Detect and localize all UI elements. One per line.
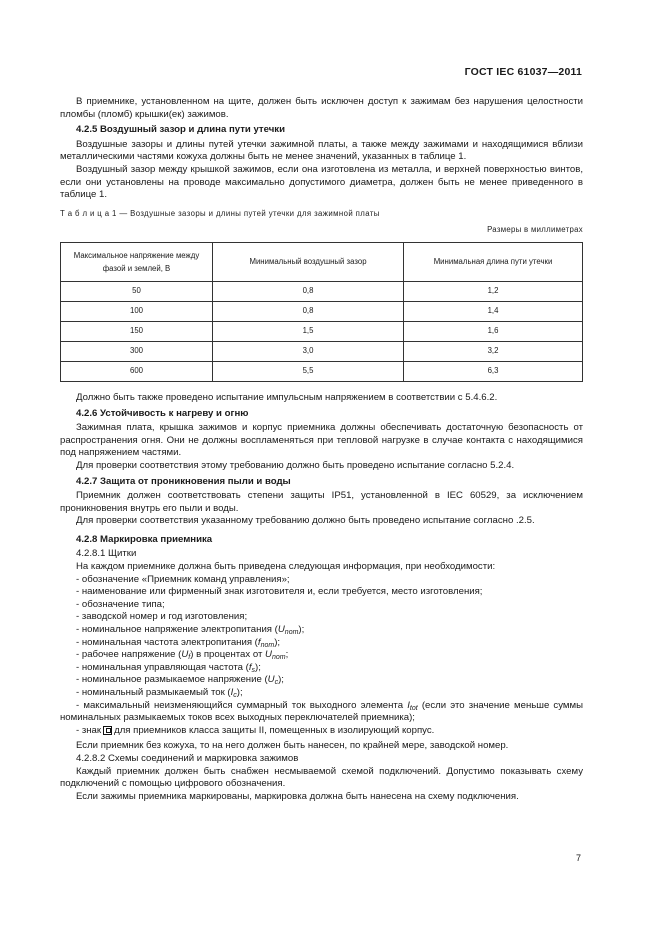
- paragraph-4-2-6-2: Для проверки соответствия этому требованию должно быть проведено испытание согласно 5.2.4.: [76, 459, 515, 471]
- table-row: [61, 321, 583, 341]
- paragraph-4-2-8-2-1: Каждый приемник должен быть снабжен несмываемой схемой подключений. Допустимо показывать схему подключений с помощью цифрового обозначения.: [60, 765, 583, 790]
- table-cell: 150: [61, 321, 213, 341]
- list-item: - номинальное напряжение электропитания $(U_{nom})$;: [76, 624, 305, 637]
- table-caption: Т а б л и ц а 1 — Воздушные зазоры и длины путей утечки для зажимной платы: [60, 208, 380, 218]
- table-cell: 1,2: [404, 281, 583, 301]
- heading-4-2-6: 4.2.6 Устойчивость к нагреву и огню: [76, 407, 249, 419]
- list-item: - рабочее напряжение $(U_f)$ в процентах от $U_{nom}$;: [76, 649, 289, 662]
- paragraph-4-2-8-2-2: Если зажимы приемника маркированы, маркировка должна быть нанесена на схему подключения.: [76, 790, 519, 802]
- list-item: - знак для приемников класса защиты II, помещенных в изолирующий корпус.: [76, 724, 435, 736]
- table-header-cell: Минимальный воздушный зазор: [213, 242, 404, 281]
- subheading-4-2-8-1: 4.2.8.1 Щитки: [76, 548, 137, 560]
- paragraph-no-case: Если приемник без кожуха, то на него должен быть нанесен, по крайней мере, заводской номер.: [76, 740, 509, 752]
- list-item: - номинальное размыкаемое напряжение $(U_c)$;: [76, 674, 284, 687]
- list-item: - обозначение типа;: [76, 598, 165, 610]
- paragraph-intro: В приемнике, установленном на щите, должен быть исключен доступ к зажимам без нарушения целостности пломбы (пломб) крышки(ек) зажимов.: [60, 96, 583, 120]
- table-cell: 300: [61, 341, 213, 361]
- page-header: ГОСТ IEC 61037—2011: [464, 66, 582, 78]
- paragraph-4-2-7-1: Приемник должен соответствовать степени защиты IP51, установленной в IEC 60529, за исключением проникновения внутрь его пыли и воды.: [60, 490, 583, 514]
- table-cell: 1,5: [213, 321, 404, 341]
- table-cell: 3,0: [213, 341, 404, 361]
- paragraph-4-2-7-2: Для проверки соответствия указанному требованию должно быть проведено испытание согласно .2.5.: [76, 515, 535, 527]
- table-header-cell: Минимальная длина пути утечки: [404, 242, 583, 281]
- table-cell: 1,4: [404, 301, 583, 321]
- list-item: - максимальный неизменяющийся суммарный ток выходного элемента $I_{tot}$ (если это значение меньше суммы номинальных размыкаемых токов всех выходных переключателей приемника);: [60, 699, 583, 724]
- table-cell: 3,2: [404, 341, 583, 361]
- subheading-4-2-8-2: 4.2.8.2 Схемы соединений и маркировка зажимов: [76, 752, 299, 764]
- table-row: [61, 281, 583, 301]
- list-item: - наименование или фирменный знак изготовителя и, если требуется, место изготовления;: [76, 586, 483, 598]
- list-item: - номинальный размыкаемый ток $(I_c)$;: [76, 687, 243, 699]
- list-item: - заводской номер и год изготовления;: [76, 611, 248, 623]
- table-cell: 6,3: [404, 361, 583, 381]
- table-row: [61, 301, 583, 321]
- page-body: [60, 96, 583, 803]
- table-cell: 100: [61, 301, 213, 321]
- table-cell: 5,5: [213, 361, 404, 381]
- heading-4-2-7: 4.2.7 Защита от проникновения пыли и воды: [76, 475, 291, 487]
- table-header-row: [61, 242, 583, 281]
- table-row: [61, 341, 583, 361]
- page-number: 7: [575, 853, 581, 863]
- heading-4-2-5: 4.2.5 Воздушный зазор и длина пути утечки: [76, 124, 286, 136]
- paragraph-4-2-8-1: На каждом приемнике должна быть приведена следующая информация, при необходимости:: [76, 561, 496, 573]
- class-ii-double-square-icon: [103, 726, 112, 735]
- table-cell: 0,8: [213, 301, 404, 321]
- table-header-cell: Максимальное напряжение между фазой и землей, В: [61, 242, 213, 281]
- paragraph-impulse-test: Должно быть также проведено испытание импульсным напряжением в соответствии с 5.4.6.2.: [76, 391, 498, 403]
- list-item: - номинальная частота электропитания $(f_{nom})$;: [76, 636, 281, 649]
- table-cell: 0,8: [213, 281, 404, 301]
- table-units: Размеры в миллиметрах: [487, 225, 583, 235]
- paragraph-4-2-5-2: Воздушный зазор между крышкой зажимов, если она изготовлена из металла, и верхней поверхностью винтов, если они установлены на проводе максимально допустимого диаметра, должен быть не менее приведенного в таблице 1.: [60, 163, 583, 201]
- table-cell: 600: [61, 361, 213, 381]
- table-cell: 1,6: [404, 321, 583, 341]
- clearance-table: [60, 242, 583, 382]
- table-cell: 50: [61, 281, 213, 301]
- list-item: - номинальная управляющая частота $(f_s)$;: [76, 661, 261, 674]
- paragraph-4-2-6-1: Зажимная плата, крышка зажимов и корпус приемника должны обеспечивать достаточную безопасность от распространения огня. Они не должны воспламеняться при тепловой нагрузке в случае контакта с находящимися под напряжением частями.: [60, 422, 583, 459]
- paragraph-4-2-5-1: Воздушные зазоры и длины путей утечки зажимной платы, а также между зажимами и находящимися вблизи металлическими частями кожуха должны быть не менее значений, указанных в таблице 1.: [60, 138, 583, 163]
- table-row: [61, 361, 583, 381]
- heading-4-2-8: 4.2.8 Маркировка приемника: [76, 533, 213, 545]
- list-item: - обозначение «Приемник команд управления»;: [76, 573, 290, 585]
